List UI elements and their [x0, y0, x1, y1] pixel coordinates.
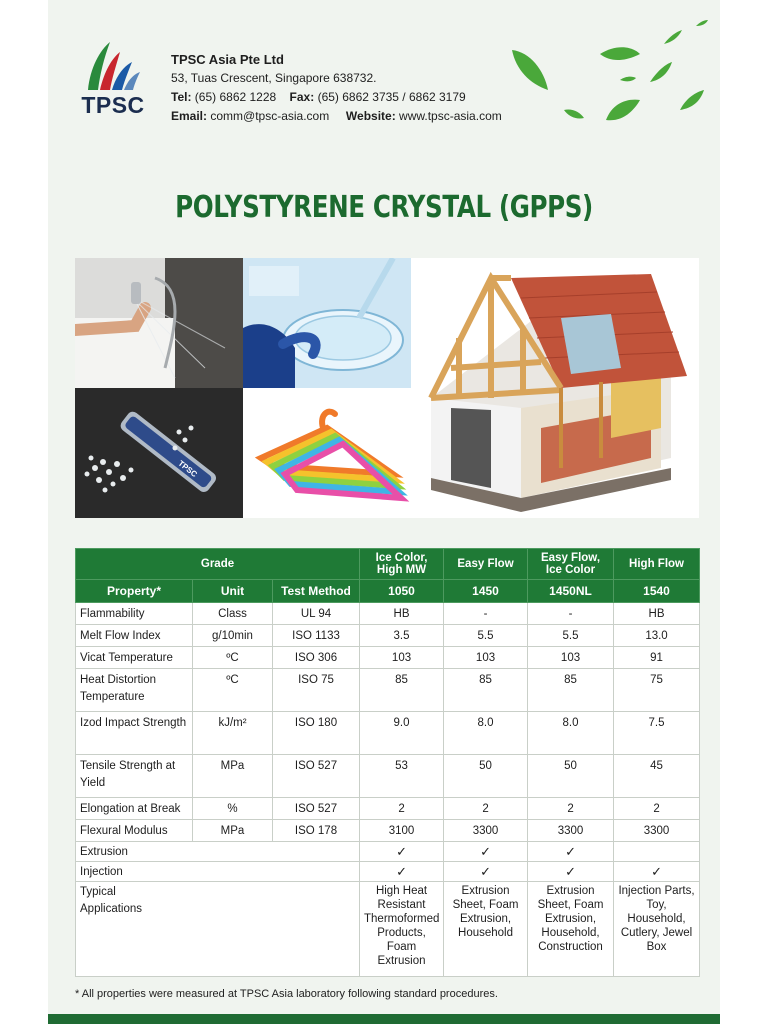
value-cell: -: [528, 603, 614, 625]
unit-header: Unit: [193, 580, 273, 603]
value-cell: 50: [528, 755, 614, 798]
grade-desc-1450: Easy Flow: [444, 549, 528, 580]
website-value[interactable]: www.tpsc-asia.com: [399, 109, 502, 123]
injection-check-1050: ✓: [360, 862, 444, 882]
table-row: [76, 669, 700, 712]
unit-cell: ºC: [193, 647, 273, 669]
applications-1450: Extrusion Sheet, Foam Extrusion, Household: [444, 882, 528, 977]
injection-check-1450nl: ✓: [528, 862, 614, 882]
value-cell: 8.0: [528, 712, 614, 755]
extrusion-check-1450: ✓: [444, 842, 528, 862]
logo-wordmark: TPSC: [81, 92, 145, 118]
value-cell: 50: [444, 755, 528, 798]
unit-cell: MPa: [193, 755, 273, 798]
extrusion-label: Extrusion: [76, 842, 360, 862]
footnote: * All properties were measured at TPSC Asia laboratory following standard procedures.: [75, 988, 498, 1000]
specification-table: [75, 548, 700, 977]
property-cell: Flexural Modulus: [76, 820, 193, 842]
value-cell: HB: [360, 603, 444, 625]
value-cell: 85: [360, 669, 444, 712]
applications-label: Typical Applications: [76, 882, 360, 977]
value-cell: 103: [444, 647, 528, 669]
value-cell: 3100: [360, 820, 444, 842]
unit-cell: %: [193, 798, 273, 820]
test-method-cell: ISO 75: [273, 669, 360, 712]
property-cell: Melt Flow Index: [76, 625, 193, 647]
grade-desc-1540: High Flow: [614, 549, 700, 580]
test-method-cell: ISO 527: [273, 798, 360, 820]
table-row: [76, 755, 700, 798]
grade-code-1450: 1450: [444, 580, 528, 603]
unit-cell: g/10min: [193, 625, 273, 647]
table-row: [76, 820, 700, 842]
test-method-cell: ISO 306: [273, 647, 360, 669]
shower-image: [75, 258, 243, 388]
value-cell: 5.5: [528, 625, 614, 647]
value-cell: 85: [444, 669, 528, 712]
value-cell: 91: [614, 647, 700, 669]
value-cell: 103: [360, 647, 444, 669]
test-method-cell: UL 94: [273, 603, 360, 625]
table-row: [76, 647, 700, 669]
contact-web-line: [171, 107, 502, 126]
page-title: POLYSTYRENE CRYSTAL (GPPS): [175, 190, 593, 225]
applications-1450nl: Extrusion Sheet, Foam Extrusion, Household, Construction: [528, 882, 614, 977]
test-method-cell: ISO 178: [273, 820, 360, 842]
applications-1050: High Heat Resistant Thermoformed Products, Foam Extrusion: [360, 882, 444, 977]
leaves-decoration-icon: [500, 10, 730, 140]
company-info: [171, 50, 502, 126]
table-header-property-row: [76, 580, 700, 603]
value-cell: 2: [444, 798, 528, 820]
table-row: [76, 625, 700, 647]
extrusion-check-1540: [614, 842, 700, 862]
tel-label: Tel:: [171, 90, 192, 104]
company-name: TPSC Asia Pte Ltd: [171, 52, 284, 67]
value-cell: 3300: [528, 820, 614, 842]
tel-value: (65) 6862 1228: [194, 90, 277, 104]
property-cell: Vicat Temperature: [76, 647, 193, 669]
value-cell: 5.5: [444, 625, 528, 647]
table-row-injection: [76, 862, 700, 882]
value-cell: 2: [360, 798, 444, 820]
petri-dish-image: [243, 258, 411, 388]
value-cell: 75: [614, 669, 700, 712]
grade-code-1450nl: 1450NL: [528, 580, 614, 603]
unit-cell: kJ/m²: [193, 712, 273, 755]
house-construction-image: [411, 258, 699, 518]
hangers-image: [243, 388, 411, 518]
crystal-bottle-image: [75, 388, 243, 518]
table-row: [76, 603, 700, 625]
unit-cell: ºC: [193, 669, 273, 712]
unit-cell: MPa: [193, 820, 273, 842]
property-cell: Flammability: [76, 603, 193, 625]
injection-check-1540: ✓: [614, 862, 700, 882]
email-label: Email:: [171, 109, 208, 123]
test-method-header: Test Method: [273, 580, 360, 603]
value-cell: -: [444, 603, 528, 625]
property-cell: Heat Distortion Temperature: [76, 669, 193, 712]
table-row-applications: [76, 882, 700, 977]
grade-desc-1050: Ice Color, High MW: [360, 549, 444, 580]
website-label: Website:: [345, 109, 396, 123]
applications-1540: Injection Parts, Toy, Household, Cutlery, Jewel Box: [614, 882, 700, 977]
grade-code-1050: 1050: [360, 580, 444, 603]
value-cell: HB: [614, 603, 700, 625]
table-row-extrusion: [76, 842, 700, 862]
value-cell: 7.5: [614, 712, 700, 755]
bottle-label: TPSC: [176, 458, 199, 479]
email-value[interactable]: comm@tpsc-asia.com: [210, 109, 330, 123]
property-header: Property*: [76, 580, 193, 603]
grade-desc-1450nl: Easy Flow, Ice Color: [528, 549, 614, 580]
value-cell: 53: [360, 755, 444, 798]
footer-bar: [48, 1014, 720, 1024]
unit-cell: Class: [193, 603, 273, 625]
table-row: [76, 712, 700, 755]
value-cell: 103: [528, 647, 614, 669]
injection-label: Injection: [76, 862, 360, 882]
grade-code-1540: 1540: [614, 580, 700, 603]
test-method-cell: ISO 180: [273, 712, 360, 755]
value-cell: 2: [614, 798, 700, 820]
contact-phone-line: [171, 88, 502, 107]
grade-header: Grade: [76, 549, 360, 580]
property-cell: Izod Impact Strength: [76, 712, 193, 755]
extrusion-check-1450nl: ✓: [528, 842, 614, 862]
value-cell: 85: [528, 669, 614, 712]
value-cell: 3.5: [360, 625, 444, 647]
extrusion-check-1050: ✓: [360, 842, 444, 862]
property-rows: [76, 603, 700, 842]
table-header-grade-row: [76, 549, 700, 580]
property-cell: Tensile Strength at Yield: [76, 755, 193, 798]
value-cell: 8.0: [444, 712, 528, 755]
value-cell: 45: [614, 755, 700, 798]
property-cell: Elongation at Break: [76, 798, 193, 820]
injection-check-1450: ✓: [444, 862, 528, 882]
test-method-cell: ISO 527: [273, 755, 360, 798]
value-cell: 13.0: [614, 625, 700, 647]
value-cell: 3300: [614, 820, 700, 842]
value-cell: 2: [528, 798, 614, 820]
fax-value: (65) 6862 3735 / 6862 3179: [317, 90, 466, 104]
company-address: 53, Tuas Crescent, Singapore 638732.: [171, 71, 377, 85]
test-method-cell: ISO 1133: [273, 625, 360, 647]
table-row: [76, 798, 700, 820]
value-cell: 3300: [444, 820, 528, 842]
value-cell: 9.0: [360, 712, 444, 755]
fax-label: Fax:: [289, 90, 315, 104]
